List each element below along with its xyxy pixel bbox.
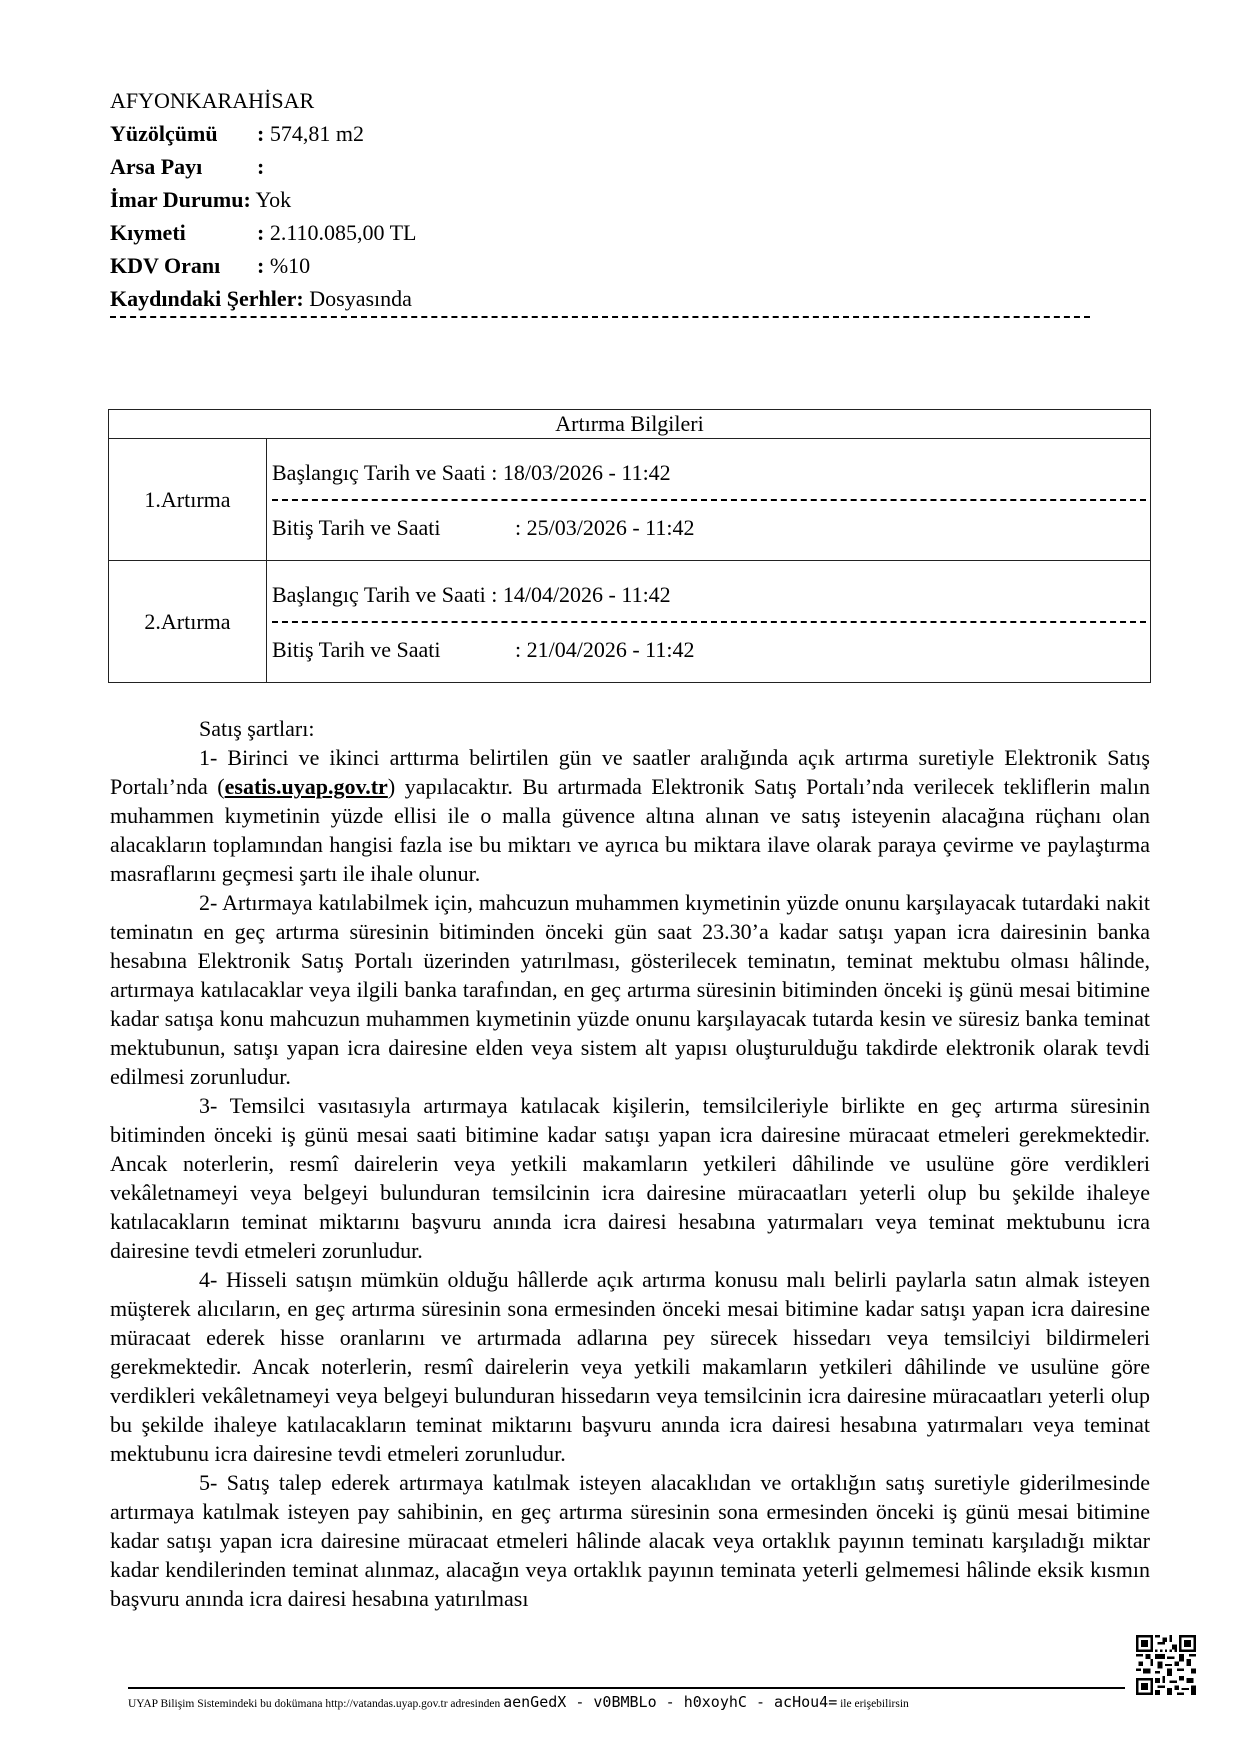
verification-code: aenGedX - v0BMBLo - h0xoyhC - acHou4= (503, 1693, 838, 1711)
end-line: Bitiş Tarih ve Saati : 21/04/2026 - 11:42 (272, 636, 695, 662)
dashed-separator (272, 621, 1146, 623)
auction-header-row (109, 410, 1151, 439)
qr-code-icon (1136, 1635, 1196, 1695)
end-line: Bitiş Tarih ve Saati : 25/03/2026 - 11:42 (272, 514, 695, 540)
field-zoning: İmar Durumu: Yok (110, 183, 417, 216)
term-2: 2- Artırmaya katılabilmek için, mahcuzun muhammen kıymetinin yüzde onunu karşılayacak tutardaki nakit teminatın en geç artırma süresinin bitiminden önceki gün saat 23.30’a kadar satışı yapan icra dairesinin banka hesabına Elektronik Satış Portalı üzerinden yatırılması, gösterilecek teminatın, teminat mektubu olması hâlinde, artırmaya katılacaklar veya ilgili banka tarafından, en geç artırma süresinin bitiminden önceki iş günü mesai bitimine kadar satışa konu mahcuzun muhammen kıymetinin yüzde onunu karşılayacak tutarda kesin ve süresiz banka teminat mektubunun, satışı yapan icra dairesine elden veya sistem alt yapısı oluşturulduğu takdirde elektronik olarak tevdi edilmesi zorunludur. (110, 890, 1150, 1089)
city-name: AFYONKARAHİSAR (110, 88, 315, 113)
field-label: Yüzölçümü (110, 121, 218, 146)
auction-round-row (109, 439, 1151, 561)
term-3: 3- Temsilci vasıtasıyla artırmaya katılacak kişilerin, temsilcileriyle birlikte en geç artırma süresinin bitiminden önceki iş günü mesai saati bitimine kadar satışı yapan icra dairesine müracaat etmeleri gerekmektedir. Ancak noterlerin, resmî dairelerin veya yetkili makamların yetkileri dâhilinde ve usulüne göre verdikleri vekâletnameyi veya belgeyi bulunduran temsilcinin icra dairesine müracaatları yeterli olup bu şekilde ihaleye katılacakların teminat miktarını başvuru anında icra dairesi hesabına yatırmaları veya teminat mektubunu icra dairesine tevdi etmeleri zorunludur. (110, 1093, 1150, 1263)
start-value: : 18/03/2026 - 11:42 (491, 459, 671, 485)
footer-divider (128, 1687, 1125, 1689)
field-value: Yok (255, 187, 292, 212)
field-label: Arsa Payı (110, 154, 203, 179)
start-line: Başlangıç Tarih ve Saati : 14/04/2026 - 11:42 (272, 581, 671, 607)
term-5: 5- Satış talep ederek artırmaya katılmak isteyen alacaklıdan ve ortaklığın satış suretiyle giderilmesinde artırmaya katılmak isteyen pay sahibinin, en geç artırma süresinin sona ermesinden önceki iş günü mesai bitimine kadar satışı yapan icra dairesine müracaat etmeleri hâlinde alacak veya ortaklık payının teminatı karşıladığı miktar kadar kendilerinden teminat alınmaz, alacağın veya ortaklık payının teminata yeterli gelmemesi hâlinde eksik kısmın başvuru anında icra dairesi hesabına yatırılması (110, 1470, 1150, 1611)
field-label: KDV Oranı (110, 253, 221, 278)
sale-terms (110, 714, 1150, 1613)
field-area: Yüzölçümü : 574,81 m2 (110, 117, 417, 150)
field-value-appraisal: Kıymeti : 2.110.085,00 TL (110, 216, 417, 249)
field-vat-rate: KDV Oranı : %10 (110, 249, 417, 282)
field-label: Kaydındaki Şerhler (110, 286, 297, 311)
round-name: 2.Artırma (109, 561, 267, 683)
auction-title: Artırma Bilgileri (109, 410, 1151, 439)
field-value: 574,81 m2 (269, 121, 364, 146)
esatis-link[interactable]: esatis.uyap.gov.tr (224, 774, 388, 799)
field-annotations: Kaydındaki Şerhler: Dosyasında (110, 282, 417, 315)
start-line: Başlangıç Tarih ve Saati : 18/03/2026 - 11:42 (272, 459, 671, 485)
dashed-separator (272, 499, 1146, 501)
round-name: 1.Artırma (109, 439, 267, 561)
auction-round-row (109, 561, 1151, 683)
field-value: Dosyasında (309, 286, 412, 311)
field-value: 2.110.085,00 TL (269, 220, 417, 245)
city-line (110, 84, 417, 117)
terms-heading: Satış şartları: (199, 716, 315, 741)
auction-table (108, 409, 1151, 683)
start-value: : 14/04/2026 - 11:42 (491, 581, 671, 607)
term-4: 4- Hisseli satışın mümkün olduğu hâllerde açık artırma konusu malı belirli paylarla satın almak isteyen müşterek alıcıların, en geç artırma süresinin sona ermesinden önceki mesai bitimine kadar satışı yapan icra dairesine müracaat ederek hisse oranlarını ve artırmada adlarına pey sürecek hissedarı veya temsilciyi bildirmeleri gerekmektedir. Ancak noterlerin, resmî dairelerin veya yetkili makamların yetkileri dâhilinde ve usulüne göre verdikleri vekâletnameyi veya belgeyi bulunduran hissedarın veya temsilcinin icra dairesine müracaatları yeterli olup bu şekilde ihaleye katılacakların teminat miktarını başvuru anında icra dairesi hesabına yatırmaları veya teminat mektubunu icra dairesine tevdi etmeleri zorunludur. (110, 1267, 1150, 1466)
field-label: İmar Durumu (110, 187, 244, 212)
field-land-share: Arsa Payı : (110, 150, 417, 183)
footer-verification: UYAP Bilişim Sistemindeki bu dokümana http://vatandas.uyap.gov.tr adresinden aenGedX - v0BMBLo - h0xoyhC - acHou4= ile erişebilirsin (128, 1693, 909, 1711)
property-info (110, 84, 417, 315)
round-dates (267, 561, 1151, 683)
dashed-divider (110, 316, 1090, 318)
field-value: %10 (269, 253, 311, 278)
field-label: Kıymeti (110, 220, 186, 245)
term-1: 1- Birinci ve ikinci arttırma belirtilen gün ve saatler aralığında açık artırma suretiyle Elektronik Satış Portalı’nda (esatis.uyap.gov.tr) yapılacaktır. Bu artırmada Elektronik Satış Portalı’nda verilecek tekliflerin malın muhammen kıymetinin yüzde ellisi ile o malla güvence altına alınan ve satış isteyenin alacağına rüçhanı olan alacakların toplamından hangisi fazla ise bu miktarı ve ayrıca bu miktara ilave olarak paraya çevirme ve paylaştırma masraflarını geçmesi şartı ile ihale olunur. (110, 745, 1150, 886)
round-dates (267, 439, 1151, 561)
end-value: : 21/04/2026 - 11:42 (515, 636, 695, 662)
end-value: : 25/03/2026 - 11:42 (515, 514, 695, 540)
